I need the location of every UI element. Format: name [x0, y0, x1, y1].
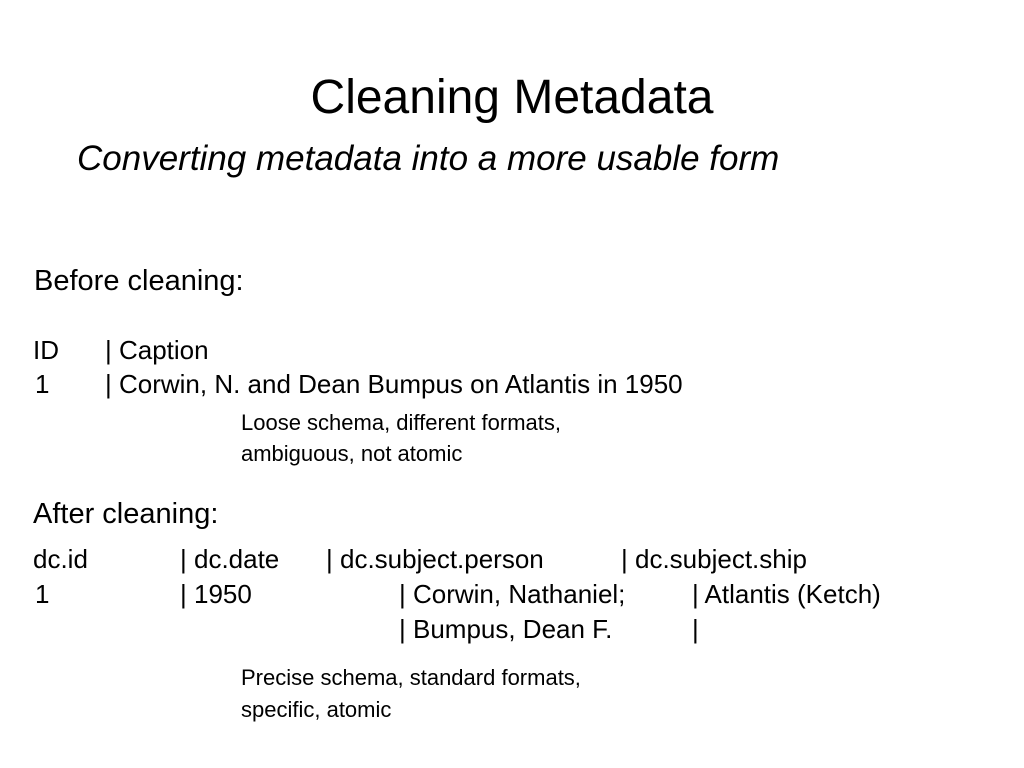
after-row-person: | Corwin, Nathaniel; — [399, 579, 626, 609]
before-note-line-2: ambiguous, not atomic — [241, 441, 463, 466]
slide-subtitle: Converting metadata into a more usable form — [77, 139, 780, 178]
after-header-person: | dc.subject.person — [326, 544, 544, 574]
after-row-id: 1 — [35, 579, 50, 609]
slide-title: Cleaning Metadata — [310, 71, 714, 124]
before-note-line-1: Loose schema, different formats, — [241, 410, 561, 435]
before-header-id: ID — [33, 335, 59, 365]
after-row-person-continued: | Bumpus, Dean F. — [399, 614, 613, 644]
after-heading: After cleaning: — [33, 498, 219, 530]
after-note-line-2: specific, atomic — [241, 697, 392, 722]
after-header-id: dc.id — [33, 544, 88, 574]
after-note-line-1: Precise schema, standard formats, — [241, 665, 581, 690]
after-header-date: | dc.date — [180, 544, 280, 574]
after-row-ship: | Atlantis (Ketch) — [692, 579, 881, 609]
before-heading: Before cleaning: — [34, 265, 244, 297]
after-header-ship: | dc.subject.ship — [621, 544, 807, 574]
after-row-ship-continued: | — [692, 614, 699, 644]
before-row-id: 1 — [35, 369, 50, 399]
before-row-caption: | Corwin, N. and Dean Bumpus on Atlantis in 1950 — [105, 369, 683, 399]
after-row-date: | 1950 — [180, 579, 252, 609]
before-header-caption: | Caption — [105, 335, 209, 365]
